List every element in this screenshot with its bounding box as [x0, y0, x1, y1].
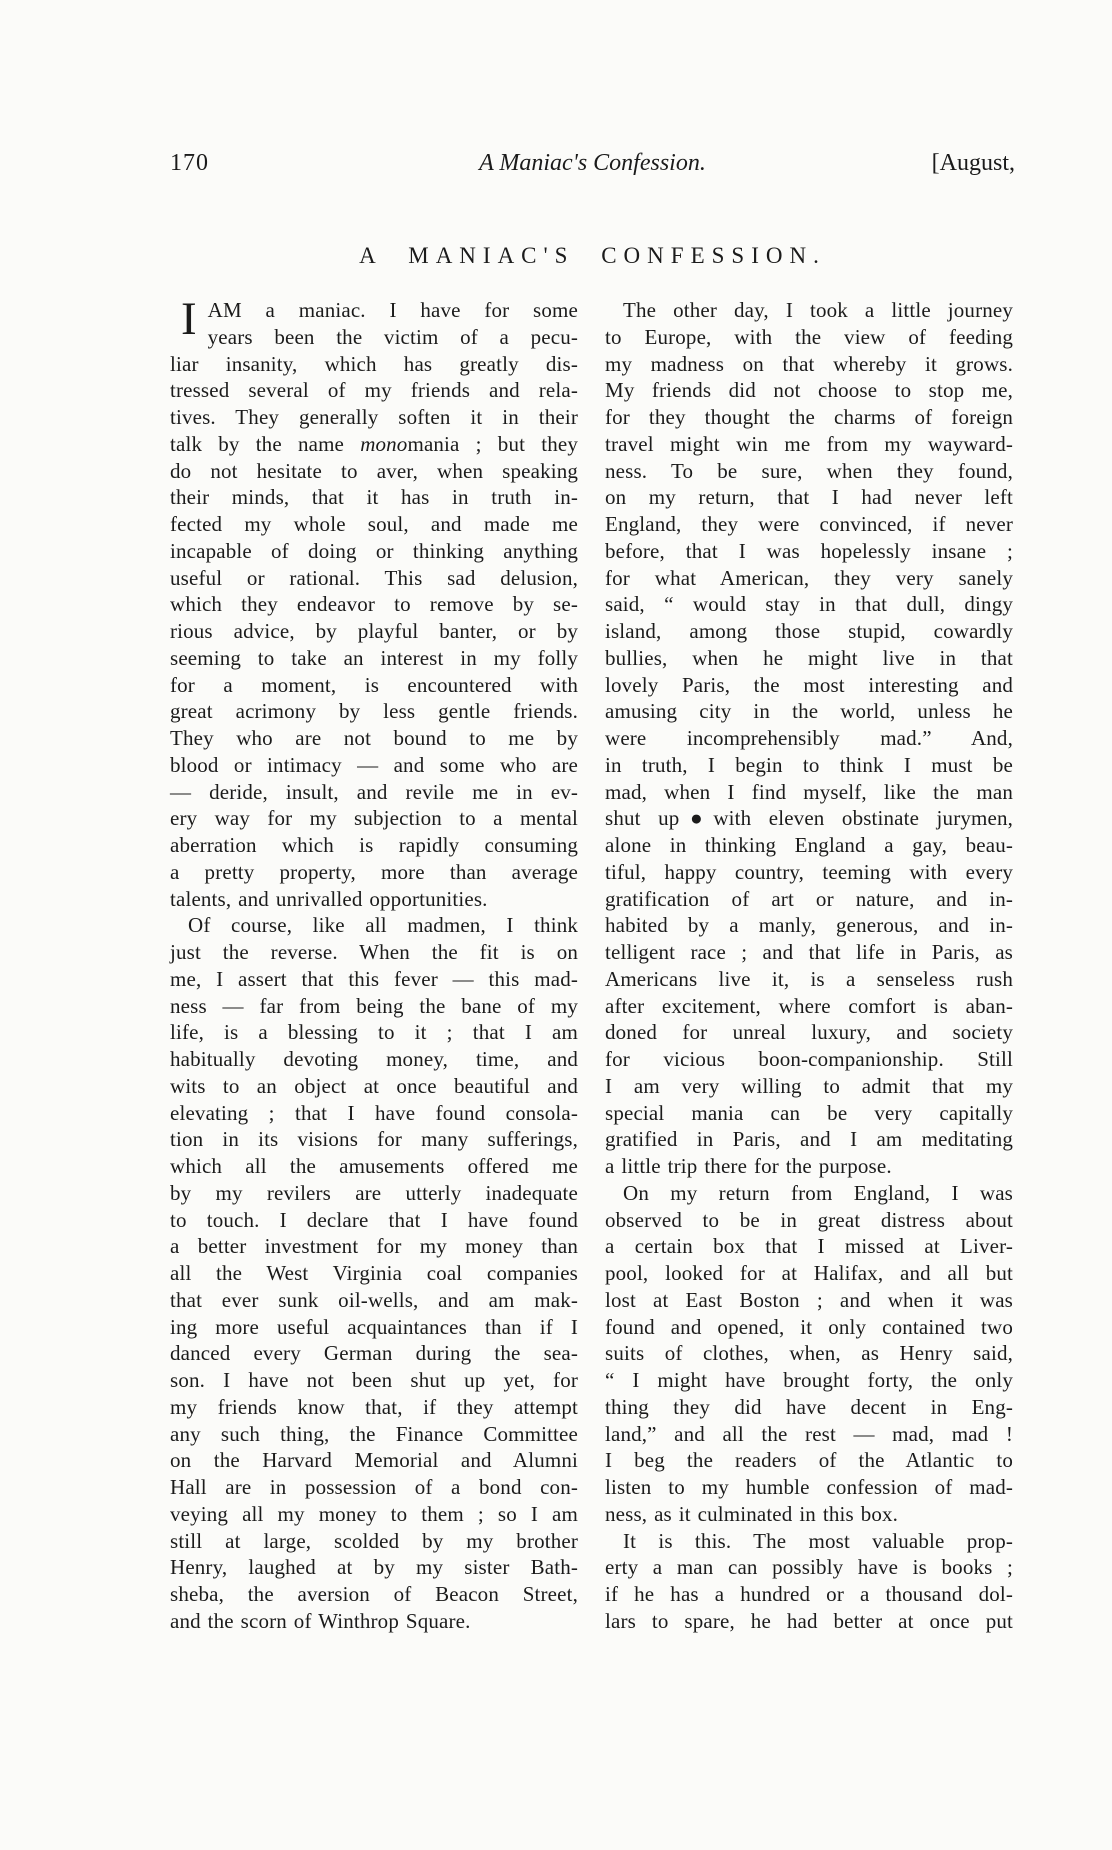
text-line: lovely Paris, the most interesting and: [605, 672, 1013, 697]
page-number: 170: [170, 150, 209, 176]
text-line: talk by the name monomania ; but they: [170, 431, 578, 456]
text-line: danced every German during the sea-: [170, 1341, 578, 1366]
text-line: shut up●with eleven obstinate jurymen,: [605, 806, 1013, 831]
text-line: AM a maniac. I have for some: [207, 298, 578, 322]
text-line: years been the victim of a pecu-: [207, 324, 578, 349]
text-line: ness. To be sure, when they found,: [605, 458, 1013, 483]
text-line: island, among those stupid, cowardly: [605, 619, 1013, 643]
paragraph: [170, 293, 578, 912]
text-line: a better investment for my money than: [170, 1234, 578, 1259]
text-line: veying all my money to them ; so I am: [170, 1501, 578, 1526]
text-line: for what American, they very sanely: [605, 565, 1013, 590]
text-line: ing more useful acquaintances than if I: [170, 1314, 578, 1339]
text-line: tiful, happy country, teeming with every: [605, 859, 1013, 884]
text-line: telligent race ; and that life in Paris, as: [605, 940, 1013, 964]
text-line: for they thought the charms of foreign: [605, 405, 1013, 429]
text-line: habited by a manly, generous, and in-: [605, 913, 1013, 938]
text-line: “ I might have brought forty, the only: [605, 1368, 1013, 1392]
column-left: [170, 293, 578, 1635]
text-line: tives. They generally soften it in their: [170, 405, 578, 429]
text-line: do not hesitate to aver, when speaking: [170, 458, 578, 483]
text-line: in truth, I begin to think I must be: [605, 752, 1013, 777]
paragraph: [605, 1180, 1013, 1528]
text-line: a little trip there for the purpose.: [605, 1154, 892, 1178]
text-line: My friends did not choose to stop me,: [605, 378, 1013, 403]
text-line: They who are not bound to me by: [170, 726, 578, 750]
text-line: The other day, I took a little journey: [623, 298, 1013, 322]
text-line: were incomprehensibly mad.” And,: [605, 726, 1013, 750]
text-line: and the scorn of Winthrop Square.: [170, 1608, 471, 1633]
text-line: life, is a blessing to it ; that I am: [170, 1020, 578, 1045]
dropcap-initial: I: [181, 293, 197, 345]
text-line: England, they were convinced, if never: [605, 512, 1013, 536]
text-line: amusing city in the world, unless he: [605, 699, 1013, 724]
text-line: sheba, the aversion of Beacon Street,: [170, 1582, 578, 1606]
text-line: habitually devoting money, time, and: [170, 1047, 578, 1071]
text-line: liar insanity, which has greatly dis-: [170, 351, 578, 376]
text-line: a certain box that I missed at Liver-: [605, 1234, 1013, 1259]
text-line: if he has a hundred or a thousand dol-: [605, 1582, 1013, 1606]
paragraph: [605, 1528, 1013, 1635]
text-line: thing they did have decent in Eng-: [605, 1394, 1013, 1419]
text-line: to Europe, with the view of feeding: [605, 324, 1013, 349]
text-line: on my return, that I had never left: [605, 485, 1013, 510]
text-line: tressed several of my friends and rela-: [170, 378, 578, 403]
column-right: [605, 297, 1013, 1635]
text-line: my madness on that whereby it grows.: [605, 351, 1013, 376]
text-line: erty a man can possibly have is books ;: [605, 1555, 1013, 1580]
text-line: my friends know that, if they attempt: [170, 1394, 578, 1419]
text-line: gratification of art or nature, and in-: [605, 886, 1013, 911]
running-header: [170, 150, 1015, 177]
text-line: I beg the readers of the Atlantic to: [605, 1448, 1013, 1473]
text-line: on the Harvard Memorial and Alumni: [170, 1448, 578, 1473]
text-line: talents, and unrivalled opportunities.: [170, 886, 488, 911]
text-line: said, “ would stay in that dull, dingy: [605, 592, 1013, 617]
text-line: ness — far from being the bane of my: [170, 993, 578, 1018]
paragraph: [170, 912, 578, 1634]
text-line: It is this. The most valuable prop-: [623, 1528, 1013, 1553]
text-line: land,” and all the rest — mad, mad !: [605, 1421, 1013, 1446]
text-line: their minds, that it has in truth in-: [170, 485, 578, 510]
text-line: for a moment, is encountered with: [170, 672, 578, 697]
text-line: incapable of doing or thinking anything: [170, 538, 578, 563]
text-line: pool, looked for at Halifax, and all but: [605, 1261, 1013, 1285]
text-line: suits of clothes, when, as Henry said,: [605, 1341, 1013, 1366]
text-line: Hall are in possession of a bond con-: [170, 1475, 578, 1499]
text-line: — deride, insult, and revile me in ev-: [170, 779, 578, 804]
text-line: all the West Virginia coal companies: [170, 1261, 578, 1285]
text-line: mad, when I find myself, like the man: [605, 779, 1013, 804]
issue-date-label: [August,: [931, 150, 1015, 176]
text-line: after excitement, where comfort is aban-: [605, 993, 1013, 1018]
text-line: for vicious boon-companionship. Still: [605, 1047, 1013, 1071]
text-line: On my return from England, I was: [623, 1180, 1013, 1205]
text-line: rious advice, by playful banter, or by: [170, 619, 578, 643]
text-line: listen to my humble confession of mad-: [605, 1475, 1013, 1499]
text-line: to touch. I declare that I have found: [170, 1207, 578, 1232]
text-line: which they endeavor to remove by se-: [170, 592, 578, 617]
text-line: wits to an object at once beautiful and: [170, 1073, 578, 1098]
paragraph: [605, 297, 1013, 1180]
text-line: gratified in Paris, and I am meditating: [605, 1127, 1013, 1152]
text-line: Americans live it, is a senseless rush: [605, 966, 1013, 991]
text-line: Henry, laughed at by my sister Bath-: [170, 1555, 578, 1580]
text-line: Of course, like all madmen, I think: [188, 913, 578, 938]
text-line: by my revilers are utterly inadequate: [170, 1180, 578, 1205]
text-line: a pretty property, more than average: [170, 859, 578, 884]
text-line: blood or intimacy — and some who are: [170, 752, 578, 777]
text-line: that ever sunk oil-wells, and am mak-: [170, 1287, 578, 1312]
text-line: before, that I was hopelessly insane ;: [605, 538, 1013, 563]
text-line: I am very willing to admit that my: [605, 1073, 1013, 1098]
text-line: bullies, when he might live in that: [605, 645, 1013, 670]
text-line: doned for unreal luxury, and society: [605, 1020, 1013, 1045]
text-line: lars to spare, he had better at once put: [605, 1608, 1013, 1633]
running-title: A Maniac's Confession.: [479, 150, 706, 176]
text-line: ness, as it culminated in this box.: [605, 1501, 899, 1526]
text-line: ery way for my subjection to a mental: [170, 806, 578, 831]
text-line: tion in its visions for many sufferings,: [170, 1127, 578, 1152]
text-line: lost at East Boston ; and when it was: [605, 1287, 1013, 1312]
text-line: observed to be in great distress about: [605, 1207, 1013, 1232]
text-line: any such thing, the Finance Committee: [170, 1421, 578, 1446]
text-columns: [170, 293, 1013, 1635]
text-line: aberration which is rapidly consuming: [170, 833, 578, 857]
text-line: travel might win me from my wayward-: [605, 431, 1013, 456]
text-line: special mania can be very capitally: [605, 1100, 1013, 1125]
text-line: alone in thinking England a gay, beau-: [605, 833, 1013, 857]
text-line: great acrimony by less gentle friends.: [170, 699, 578, 724]
text-line: elevating ; that I have found consola-: [170, 1100, 578, 1125]
text-line: just the reverse. When the fit is on: [170, 940, 578, 964]
text-line: useful or rational. This sad delusion,: [170, 565, 578, 590]
text-line: still at large, scolded by my brother: [170, 1528, 578, 1553]
article-title: A MANIAC'S CONFESSION.: [359, 243, 826, 268]
text-line: seeming to take an interest in my folly: [170, 645, 578, 670]
text-line: fected my whole soul, and made me: [170, 512, 578, 536]
text-line: me, I assert that this fever — this mad-: [170, 966, 578, 991]
text-line: found and opened, it only contained two: [605, 1314, 1013, 1339]
text-line: which all the amusements offered me: [170, 1154, 578, 1178]
text-line: son. I have not been shut up yet, for: [170, 1368, 578, 1392]
